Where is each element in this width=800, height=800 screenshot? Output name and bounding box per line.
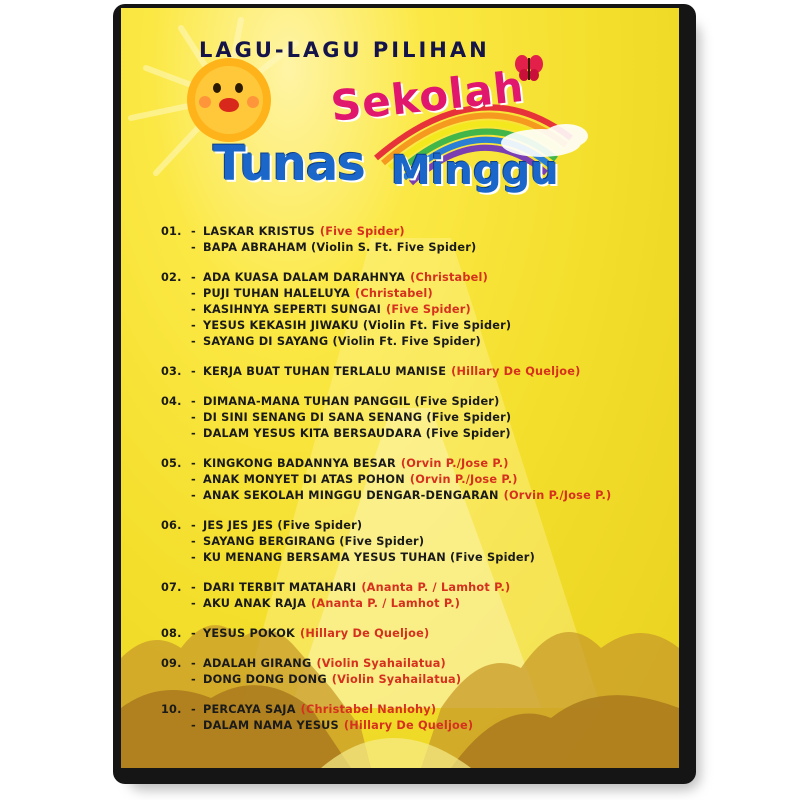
track-dash: - [191,411,196,424]
track-number: 03. [161,365,182,378]
song-title: LASKAR KRISTUS [203,225,315,238]
song-artist: (Christabel) [410,271,488,284]
song-artist: (Five Spider) [319,225,405,238]
cover-heading: LAGU-LAGU PILIHAN [199,38,490,62]
song-artist: (Hillary De Queljoe) [451,365,581,378]
song-artist: (Ananta P. / Lamhot P.) [311,597,461,610]
song-title: DONG DONG DONG [203,673,327,686]
track-number: 06. [161,519,182,532]
track-number [161,410,191,426]
track-number: 05. [161,457,182,470]
track-line [161,626,671,642]
track-number [161,672,191,688]
track-dash: - [191,489,196,502]
song-artist: (Violin Syahailatua) [316,657,446,670]
track-group [161,518,671,566]
track-number [161,302,191,318]
track-number [161,334,191,350]
track-dash: - [191,657,196,670]
track-line [161,580,671,596]
song-title: ADALAH GIRANG [203,657,312,670]
song-title: KU MENANG BERSAMA YESUS TUHAN (Five Spider) [203,551,535,564]
song-title: DARI TERBIT MATAHARI [203,581,357,594]
song-title: DALAM NAMA YESUS [203,719,339,732]
track-dash: - [191,303,196,316]
track-dash: - [191,519,196,532]
song-artist: (Ananta P. / Lamhot P.) [361,581,511,594]
track-line [161,702,671,718]
track-line [161,518,671,534]
track-dash: - [191,551,196,564]
track-line [161,334,671,350]
track-dash: - [191,319,196,332]
track-number: 10. [161,703,182,716]
track-line [161,270,671,286]
track-line [161,596,671,612]
track-line [161,426,671,442]
track-line [161,394,671,410]
song-title: KERJA BUAT TUHAN TERLALU MANISE [203,365,447,378]
track-group [161,224,671,256]
track-number [161,488,191,504]
song-title: YESUS KEKASIH JIWAKU (Violin Ft. Five Spider) [203,319,512,332]
song-title: DI SINI SENANG DI SANA SENANG (Five Spider) [203,411,512,424]
track-dash: - [191,673,196,686]
track-dash: - [191,335,196,348]
track-number: 04. [161,395,182,408]
track-dash: - [191,627,196,640]
track-dash: - [191,365,196,378]
track-list [161,224,671,748]
track-number [161,286,191,302]
track-group [161,702,671,734]
track-number: 07. [161,581,182,594]
song-title: PERCAYA SAJA [203,703,296,716]
title-sekolah: Sekolah [328,61,527,131]
song-artist: (Orvin P./Jose P.) [503,489,612,502]
track-line [161,240,671,256]
track-dash: - [191,473,196,486]
song-title: DALAM YESUS KITA BERSAUDARA (Five Spider) [203,427,511,440]
track-line [161,364,671,380]
dvd-cover [121,8,679,768]
song-title: ANAK MONYET DI ATAS POHON [203,473,405,486]
track-line [161,672,671,688]
track-number [161,318,191,334]
track-number [161,718,191,734]
track-dash: - [191,241,196,254]
song-artist: (Violin Syahailatua) [331,673,462,686]
track-dash: - [191,597,196,610]
track-number: 01. [161,225,182,238]
song-title: ADA KUASA DALAM DARAHNYA [203,271,406,284]
song-artist: (Hillary De Queljoe) [343,719,474,732]
song-title: KINGKONG BADANNYA BESAR [203,457,396,470]
track-group [161,580,671,612]
song-title: AKU ANAK RAJA [203,597,307,610]
song-title: ANAK SEKOLAH MINGGU DENGAR-DENGARAN [203,489,499,502]
track-line [161,224,671,240]
track-line [161,286,671,302]
track-group [161,270,671,350]
song-title: DIMANA-MANA TUHAN PANGGIL (Five Spider) [203,395,500,408]
track-line [161,534,671,550]
track-line [161,456,671,472]
song-title: PUJI TUHAN HALELUYA [203,287,350,300]
track-number [161,550,191,566]
track-group [161,456,671,504]
track-group [161,626,671,642]
track-line [161,488,671,504]
track-line [161,302,671,318]
track-line [161,472,671,488]
song-title: KASIHNYA SEPERTI SUNGAI [203,303,381,316]
song-artist: (Orvin P./Jose P.) [409,473,518,486]
track-number [161,426,191,442]
track-dash: - [191,427,196,440]
song-title: SAYANG DI SAYANG (Violin Ft. Five Spider) [203,335,481,348]
title-minggu: Minggu [391,148,559,194]
track-dash: - [191,271,196,284]
track-dash: - [191,703,196,716]
track-number [161,240,191,256]
song-title: YESUS POKOK [203,627,295,640]
track-line [161,656,671,672]
song-title: BAPA ABRAHAM (Violin S. Ft. Five Spider) [203,241,477,254]
track-dash: - [191,287,196,300]
song-artist: (Hillary De Queljoe) [299,627,430,640]
track-number [161,472,191,488]
song-artist: (Christabel) [354,287,433,300]
track-dash: - [191,581,196,594]
track-group [161,656,671,688]
song-artist: (Orvin P./Jose P.) [400,457,509,470]
track-line [161,410,671,426]
track-number: 08. [161,627,182,640]
track-dash: - [191,457,196,470]
song-artist: (Christabel Nanlohy) [300,703,437,716]
song-artist: (Five Spider) [386,303,471,316]
track-group [161,364,671,380]
track-group [161,394,671,442]
track-number [161,596,191,612]
track-number: 02. [161,271,182,284]
track-number: 09. [161,657,182,670]
track-line [161,318,671,334]
title-tunas: Tunas [213,136,365,192]
track-dash: - [191,535,196,548]
track-dash: - [191,225,196,238]
track-dash: - [191,395,196,408]
sun-icon [187,58,271,142]
track-line [161,550,671,566]
track-number [161,534,191,550]
song-title: JES JES JES (Five Spider) [203,519,363,532]
track-line [161,718,671,734]
track-dash: - [191,719,196,732]
song-title: SAYANG BERGIRANG (Five Spider) [203,535,425,548]
